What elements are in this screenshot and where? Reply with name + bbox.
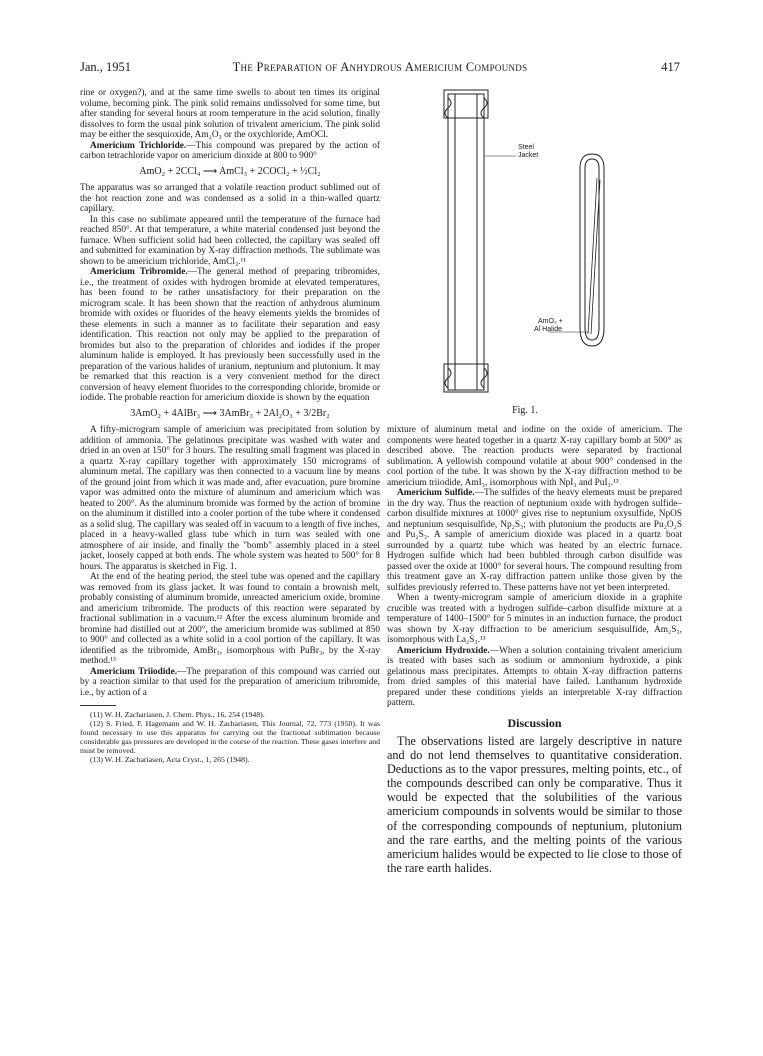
paragraph-sublimate: In this case no sublimate appeared until the temperature of the furnace had reached 850°. At that temperature, a white material condensed just beyond the furnace. When sufficient solid had been collected, the capillary was sealed off and submitted for examination by X-ray diffraction methods. The sublimate was shown to be americium trichloride, AmCl₃.¹¹ [80,214,380,267]
paragraph-trichloride [80,141,380,162]
footnote-rule [80,705,116,706]
paragraph-hydroxide [387,646,682,709]
header-title: The Preparation of Anhydrous Americium Compounds [232,60,528,74]
equation-tribromide: 3AmO₂ + 4AlBr₃ ⟶ 3AmBr₃ + 2Al₂O₃ + 3/2Br₂ [130,407,330,419]
header-date: Jan., 1951 [80,60,132,74]
paragraph-apparatus: The apparatus was so arranged that a volatile reaction product sublimed out of the hot reaction zone and was condensed as a solid in a thin-walled quartz capillary. [80,183,380,214]
leader-lines [484,156,588,332]
steel-jacket-tube [444,90,488,392]
label-al-halide: Al Halide [534,326,563,333]
text-triiodide: —The preparation of this compound was carried out by a reaction similar to that used for the preparation of americium tribromide, i.e., by action of a [80,666,380,698]
paragraph-sulfide [387,488,682,593]
text-sulfide: —The sulfides of the heavy elements must be prepared in the dry way. Thus the reaction of neptunium oxide with hydrogen sulfide–carbon disulfide mixtures at 1000° gives rise to neptunium oxysulfide, NpOS and neptunium sesquisulfide, Np₂S₃; with plutonium the products are Pu₂O₂S and Pu₂S₃. A sample of americium dioxide was placed in a quartz boat surrounded by a quartz tube which was heated by an electric furnace. Hydrogen sulfide which had been bubbled through carbon disulfide was passed over the oxide at 1000° for several hours. The compound resulting from this treatment gave an X-ray diffraction pattern unlike those given by the sulfides previously referred to. These patterns have not yet been interpreted. [387,488,682,593]
right-column [387,425,682,1000]
heading-triiodide: Americium Triiodide. [90,666,178,677]
paragraph-triiodide [80,667,380,699]
page-number: 417 [661,60,680,74]
paragraph-continued: rine or oxygen?), and at the same time swells to about ten times its original volume, becoming pink. The pink solid remains undissolved for some time, but after standing for several hours at room temperature in the acid solution, finally dissolves to form the usual pink solution of trivalent americium. The pink solid may be either the sesquioxide, Am₂O₃ or the oxychloride, AmOCl. [80,88,380,140]
text-tribromide: —The general method of preparing tribromides, i.e., the treatment of oxides with hydrogen bromide at elevated temperatures, has been found to be rather unsatisfactory for their preparation on the microgram scale. It has been shown that the reaction of anhydrous aluminum bromide with oxides or fluorides of the heavy elements yields the bromides of these elements in such a manner as to facilitate their separation and easy identification. This reaction not only may be applied to the preparation of bromides but also to the preparation of chlorides and iodides if the proper aluminum halide is employed. It has previously been successfully used in the preparation of the various halides of uranium, neptunium and plutonium. It may be remarked that this reaction is a very convenient method for the direct conversion of heavy element fluorides to the corresponding chloride, bromide or iodide. The probable reaction for americium dioxide is shown by the equation [80,267,380,403]
paragraph-heating: At the end of the heating period, the steel tube was opened and the capillary was removed from its glass jacket. It was found to contain a brownish melt, probably consisting of aluminum bromide, unreacted americium oxide, bromine and americium tribromide. The products of this reaction were separated by fractional sublimation in a vacuum.¹² After the excess aluminum bromide and bromine had distilled out at 200°, the americium bromide was sublimed at 850 to 900° and collected as a white solid in a cool portion of the capillary. It was identified as the tribromide, AmBr₃, isomorphous with PuBr₃, by the X-ray method.¹³ [80,572,380,666]
heading-trichloride: Americium Trichloride. [90,140,187,151]
heading-hydroxide: Americium Hydroxide. [397,645,490,656]
running-header [80,60,680,76]
label-jacket: Jacket [518,152,539,159]
figure-caption: Fig. 1. [512,405,538,416]
footnote-12: (12) S. Fried, F. Hagemann and W. H. Zachariasen, This Journal, 72, 773 (1950). It was found necessary to use this apparatus for carrying out the fractional sublimation because considerable gas pressures are developed in the course of the reaction. These gases interfere and must be removed. [80,719,380,755]
heading-sulfide: Americium Sulfide. [397,488,475,498]
capillary [588,178,600,334]
text-trichloride: —This compound was prepared by the action of carbon tetrachloride vapor on americium dioxide at 800 to 900° [80,140,380,161]
label-steel: Steel [518,144,534,151]
figure-apparatus [430,88,660,418]
paragraph-sesquisulfide: When a twenty-microgram sample of americium dioxide in a graphite crucible was treated with a hydrogen sulfide–carbon disulfide mixture at a temperature of 1400–1500° for 5 minutes in an induction furnace, the product was shown by X-ray diffraction to be americium sesquisulfide, Am₂S₃, isomorphous with La₂S₃.¹³ [387,593,682,645]
discussion-heading: Discussion [507,715,562,730]
paragraph-tribromide [80,267,380,404]
heading-tribromide: Americium Tribromide. [90,267,188,277]
apparatus-diagram [430,88,660,418]
label-amo2: AmO₂ + [538,318,563,325]
paragraph-procedure: A fifty-microgram sample of americium was precipitated from solution by addition of ammonia. The gelatinous precipitate was washed with water and dried in an oven at 150° for 3 hours. The resulting small fragment was placed in a quartz X-ray capillary together with approximately 150 micrograms of aluminum metal. The capillary was then connected to a vacuum line by means of the ground joint from which it was made and, after evacuation, pure bromine vapor was admitted onto the mixture of aluminum and americium which was heated to 200°. As the aluminum bromide was formed by the action of bromine on the aluminum it distilled into a cooler portion of the tube where it condensed as a solid slug. The capillary was sealed off in vacuum to a length of five inches, placed in a heavy-walled glass tube which in turn was sealed with one atmosphere of air inside, and finally the "bomb" assembly placed in a steel jacket, loosely capped at both ends. The whole system was heated to 500° for 8 hours. The apparatus is sketched in Fig. 1. [80,425,380,572]
footnote-13: (13) W. H. Zachariasen, Acta Cryst., 1, 265 (1948). [90,755,250,764]
paragraph-triiodide-cont: mixture of aluminum metal and iodine on the oxide of americium. The components were heated together in a quartz X-ray capillary bomb at 500° as described above. The reaction products were separated by fractional sublimation. A yellowish compound volatile at about 900° condensed in the cool portion of the tube. It was shown by the X-ray diffraction method to be americium triiodide, AmI₃, isomorphous with NpI₃ and PuI₃.¹³ [387,425,682,488]
discussion-paragraph: The observations listed are largely descriptive in nature and do not lend themselves to quantitative consideration. Deductions as to the vapor pressures, melting points, etc., of the compounds described can only be comparative. Thus it would be expected that the solubilities of the various americium compounds in solvents would be similar to those of the corresponding compounds of neptunium, plutonium and the rare earths, and the melting points of the various americium halides would be expected to lie close to those of the rare earth halides. [387,734,682,875]
footnote-11: (11) W. H. Zachariasen, J. Chem. Phys., 16, 254 (1948). [90,710,265,719]
left-column [80,88,380,988]
text-hydroxide: —When a solution containing trivalent americium is treated with bases such as sodium or ammonium hydroxide, a pink gelatinous mass precipitates. Attempts to obtain X-ray diffraction patterns from dried samples of this material have failed. Lanthanum hydroxide prepared under these conditions yields an interpretable X-ray diffraction pattern. [387,645,682,708]
equation-trichloride: AmO₂ + 2CCl₄ ⟶ AmCl₃ + 2COCl₂ + ½Cl₂ [139,165,321,177]
